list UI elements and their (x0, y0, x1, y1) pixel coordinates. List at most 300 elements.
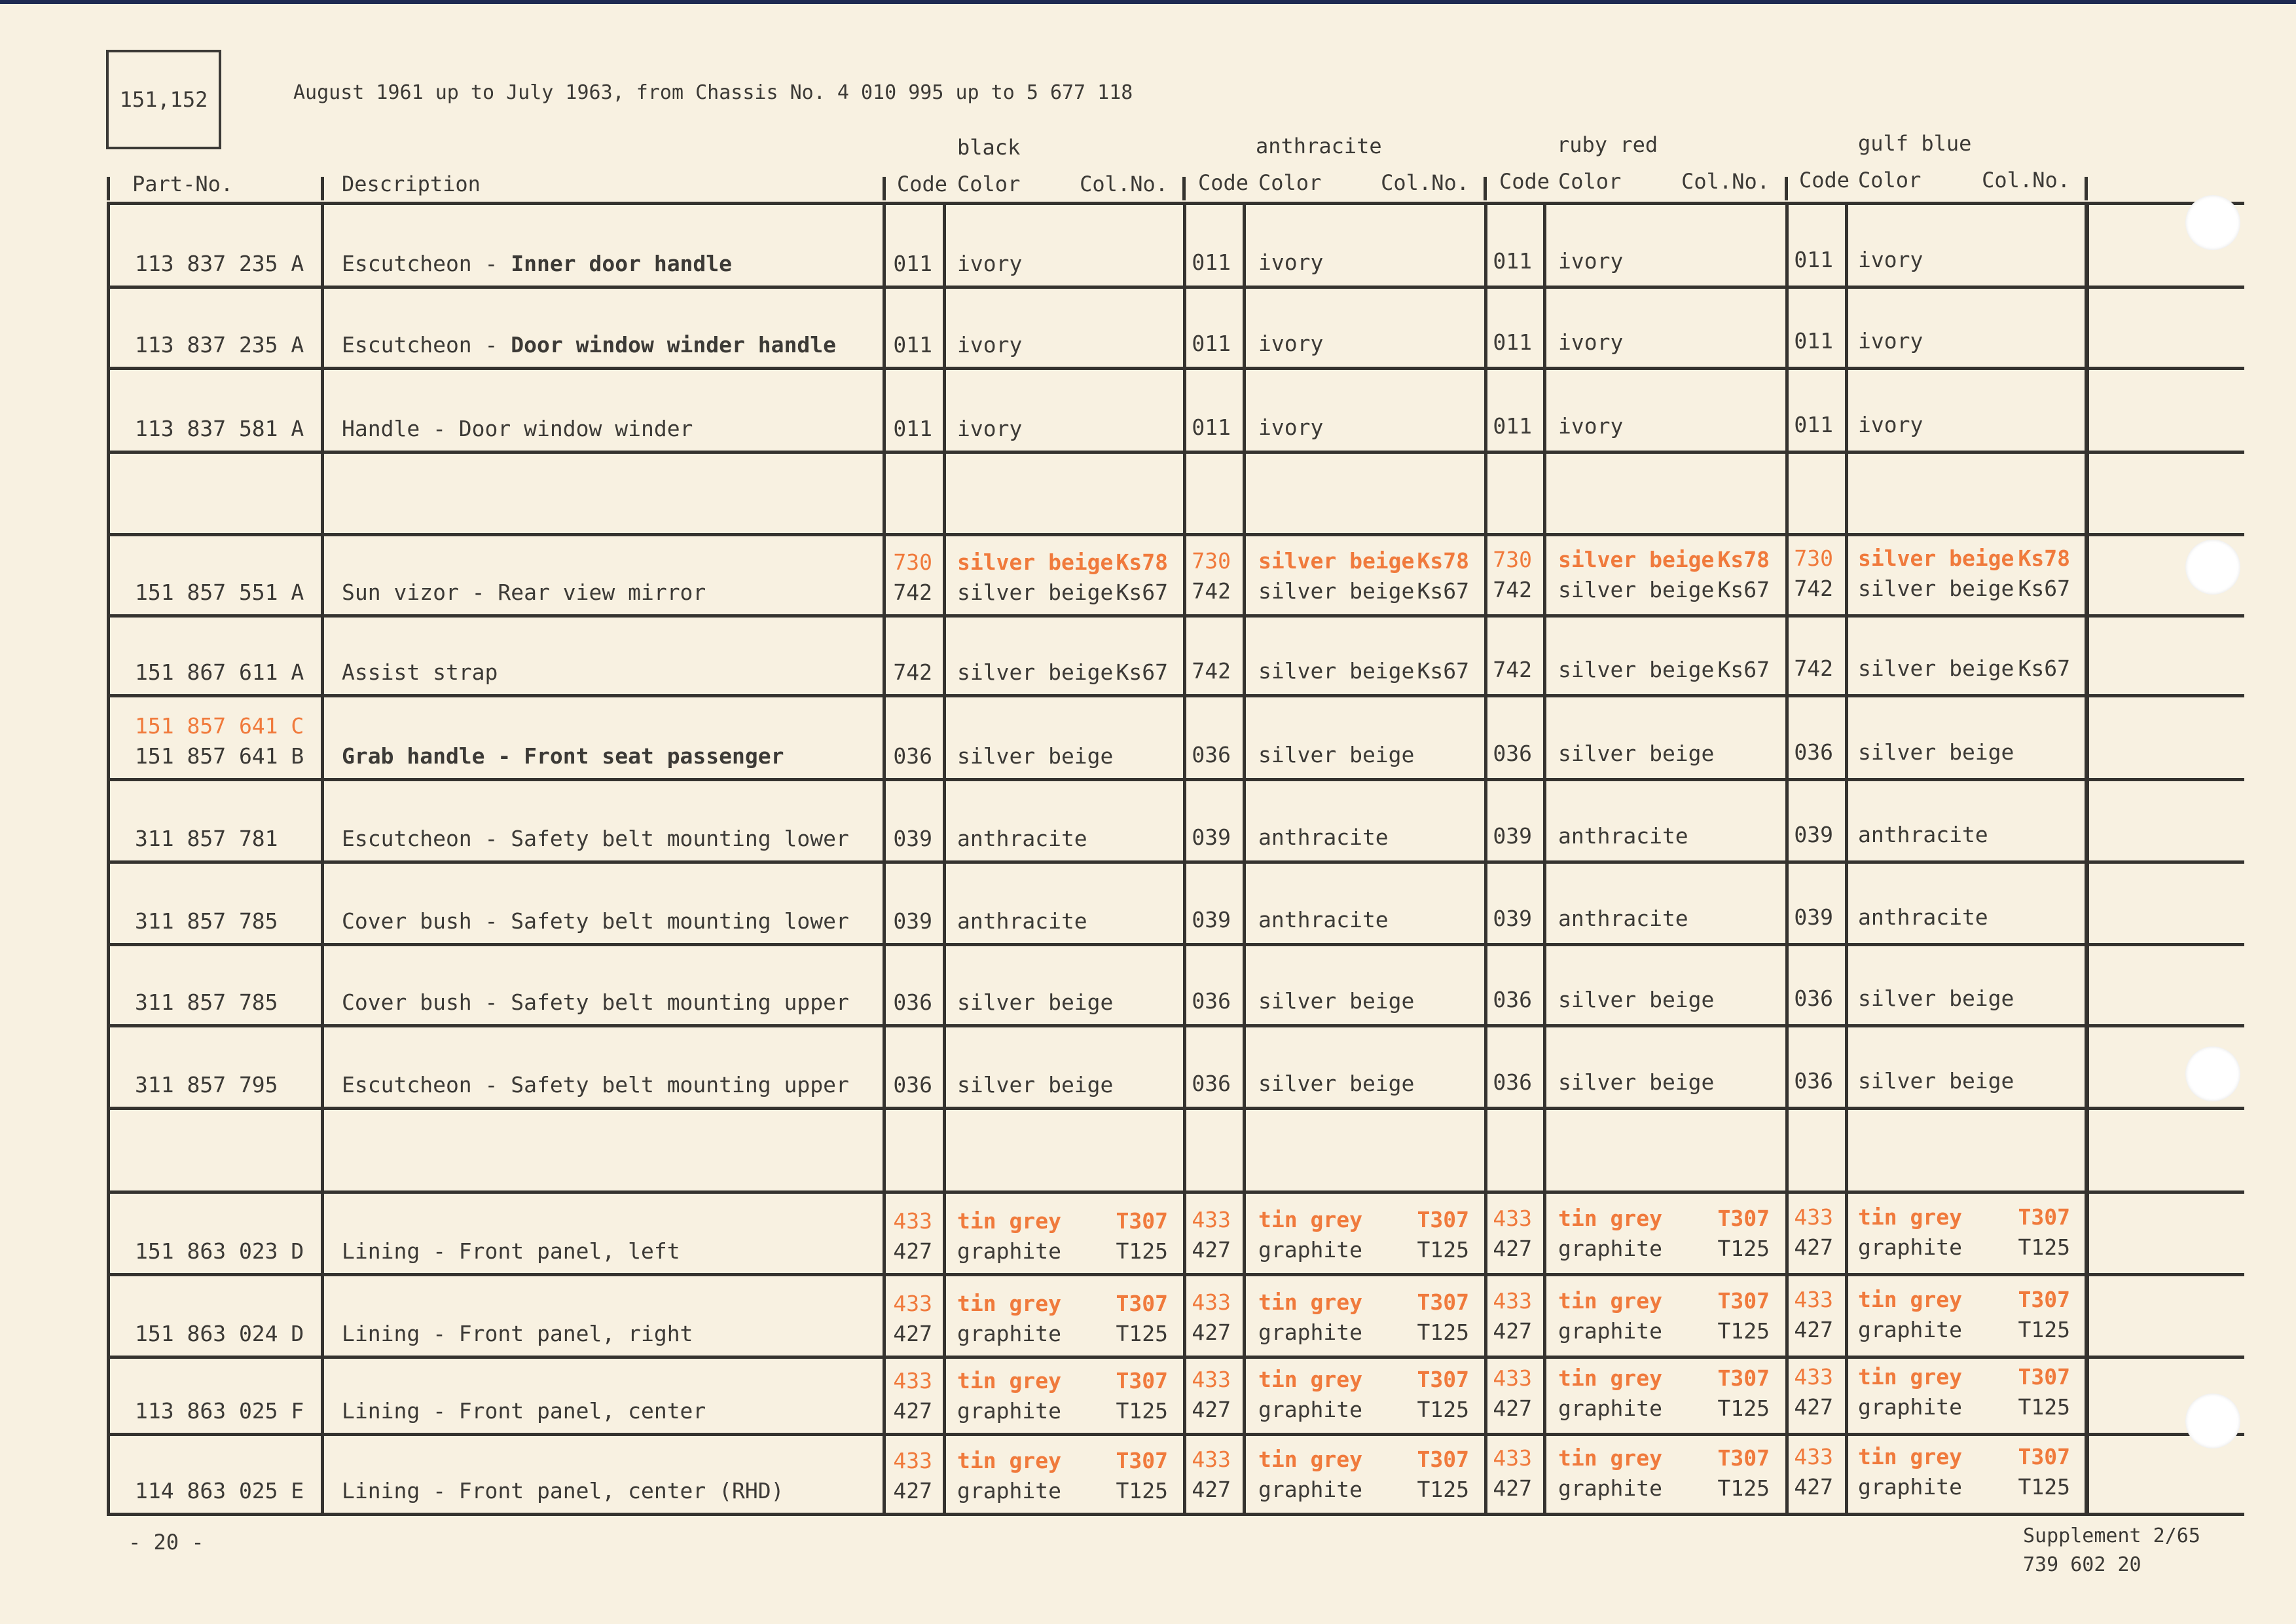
row-divider-extension (2086, 286, 2243, 288)
color-code: 011 (1493, 329, 1532, 355)
color-code: 036 (1493, 1069, 1532, 1095)
color-code: 433 (1794, 1364, 1833, 1390)
header-color: Color (1858, 168, 1922, 193)
row-divider-extension (2086, 1356, 2243, 1358)
part-description (342, 1070, 849, 1100)
header-col-no: Col.No. (1681, 169, 1770, 194)
color-group-name: black (957, 135, 1021, 160)
color-name: silver beige (1558, 547, 1715, 572)
color-group-name: gulf blue (1858, 131, 1972, 156)
column-divider (1243, 203, 1246, 1514)
color-number: T125 (1717, 1236, 1770, 1261)
color-name: silver beige (1558, 1069, 1715, 1095)
production-period: August 1961 up to July 1963, from Chassis No. 4 010 995 up to 5 677 118 (293, 81, 1133, 104)
color-name: silver beige (957, 1072, 1114, 1098)
color-number: T125 (1116, 1321, 1168, 1346)
color-name: silver beige (1258, 548, 1415, 574)
color-name: graphite (957, 1238, 1061, 1264)
color-code: 742 (893, 659, 932, 685)
color-name: tin grey (1558, 1206, 1662, 1231)
binder-hole (2185, 195, 2240, 250)
row-divider (107, 367, 2244, 370)
color-number: Ks78 (1417, 548, 1469, 574)
color-code: 427 (1493, 1318, 1532, 1344)
part-description (342, 1319, 693, 1349)
color-name: graphite (1258, 1237, 1362, 1263)
binder-hole (2185, 540, 2240, 595)
color-code: 036 (1493, 987, 1532, 1012)
color-name: graphite (1558, 1395, 1662, 1421)
row-divider-extension (2086, 1190, 2243, 1193)
color-code: 427 (1493, 1475, 1532, 1501)
row-divider-extension (2086, 1513, 2243, 1515)
color-code: 742 (893, 580, 932, 605)
color-code: 730 (1794, 545, 1833, 571)
color-code: 036 (893, 989, 932, 1015)
color-name: silver beige (1558, 987, 1715, 1012)
part-number: 151 857 641 B (135, 743, 304, 769)
color-name: anthracite (1858, 904, 1988, 930)
column-divider (943, 203, 946, 1514)
color-code: 730 (1192, 548, 1231, 574)
color-code: 011 (1794, 328, 1833, 354)
color-code: 036 (1794, 739, 1833, 765)
color-code: 011 (1192, 415, 1231, 440)
color-name: ivory (1858, 328, 1923, 354)
part-number: 113 837 581 A (135, 416, 304, 441)
color-name: silver beige (1858, 1068, 2014, 1094)
color-code: 433 (1192, 1289, 1231, 1315)
color-name: graphite (1558, 1318, 1662, 1344)
header-col-no: Col.No. (1982, 168, 2070, 193)
color-number: Ks67 (1717, 657, 1770, 682)
color-name: graphite (1858, 1234, 1962, 1260)
color-number: T125 (2018, 1234, 2070, 1260)
color-name: tin grey (957, 1208, 1061, 1234)
color-number: T307 (2018, 1204, 2070, 1230)
description-emphasis: Inner door handle (511, 251, 733, 276)
description-text: Escutcheon - (342, 332, 511, 358)
row-divider-extension (2086, 451, 2243, 453)
color-number: T125 (1417, 1477, 1469, 1502)
header-col-no: Col.No. (1080, 172, 1168, 196)
color-name: ivory (1258, 249, 1324, 275)
color-code: 039 (1493, 906, 1532, 931)
color-name: silver beige (957, 580, 1114, 605)
color-code: 742 (1794, 576, 1833, 601)
color-number: T125 (1717, 1395, 1770, 1421)
color-name: tin grey (1558, 1445, 1662, 1471)
header-code: Code (1799, 168, 1850, 193)
description-text: Cover bush - Safety belt mounting lower (342, 908, 849, 934)
part-description (342, 741, 784, 771)
description-emphasis: Grab handle - Front seat passenger (342, 743, 784, 769)
row-divider-extension (2086, 694, 2243, 697)
part-number: 114 863 025 E (135, 1478, 304, 1504)
color-name: tin grey (1858, 1364, 1962, 1390)
part-description (342, 1476, 784, 1506)
header-code: Code (1198, 170, 1249, 195)
color-code: 039 (1192, 824, 1231, 850)
color-code: 427 (893, 1478, 932, 1504)
color-number: T307 (1717, 1445, 1770, 1471)
row-divider-extension (2086, 860, 2243, 863)
column-divider (1845, 203, 1848, 1514)
color-name: tin grey (1258, 1447, 1362, 1472)
color-number: Ks78 (1116, 549, 1168, 575)
color-code: 036 (893, 743, 932, 769)
description-text: Lining - Front panel, left (342, 1238, 680, 1264)
color-code: 433 (1794, 1287, 1833, 1312)
part-number: 151 857 551 A (135, 580, 304, 605)
description-emphasis: Door window winder handle (511, 332, 836, 358)
color-code: 730 (1493, 547, 1532, 572)
color-name: anthracite (1858, 822, 1988, 847)
color-code: 427 (1192, 1397, 1231, 1422)
row-divider (107, 943, 2244, 946)
color-name: graphite (957, 1321, 1061, 1346)
header-col-no: Col.No. (1381, 170, 1469, 195)
row-divider (107, 1273, 2244, 1276)
color-name: tin grey (957, 1291, 1061, 1316)
color-name: silver beige (1858, 986, 2014, 1011)
description-text: Lining - Front panel, center (RHD) (342, 1478, 784, 1504)
color-name: tin grey (1858, 1287, 1962, 1312)
color-number: Ks67 (2018, 576, 2070, 601)
color-name: anthracite (1558, 823, 1688, 849)
color-code: 433 (1192, 1447, 1231, 1472)
color-number: T307 (1417, 1207, 1469, 1232)
color-name: ivory (1258, 415, 1324, 440)
color-name: ivory (1858, 412, 1923, 437)
color-code: 742 (1794, 655, 1833, 681)
color-code: 011 (1493, 248, 1532, 274)
color-name: graphite (957, 1398, 1061, 1424)
row-divider (107, 202, 2244, 205)
header-divider (883, 177, 886, 200)
color-name: tin grey (1858, 1444, 1962, 1469)
color-number: T125 (2018, 1474, 2070, 1500)
color-code: 433 (1493, 1288, 1532, 1314)
row-divider-extension (2086, 778, 2243, 781)
color-name: silver beige (1558, 741, 1715, 766)
color-name: silver beige (957, 549, 1114, 575)
color-code: 427 (893, 1238, 932, 1264)
color-name: ivory (1858, 247, 1923, 272)
color-code: 011 (1192, 249, 1231, 275)
header-divider (321, 177, 324, 200)
color-name: tin grey (957, 1368, 1061, 1393)
color-code: 039 (1794, 822, 1833, 847)
row-divider (107, 1433, 2244, 1436)
color-code: 742 (1192, 658, 1231, 684)
part-description (342, 657, 498, 688)
description-text: Assist strap (342, 659, 498, 685)
column-divider (2086, 203, 2089, 1514)
color-code: 433 (893, 1208, 932, 1234)
page-number: - 20 - (128, 1530, 204, 1555)
color-name: ivory (1558, 413, 1624, 439)
color-name: silver beige (1258, 578, 1415, 604)
color-number: T125 (1717, 1318, 1770, 1344)
row-divider (107, 860, 2244, 864)
description-text: Lining - Front panel, center (342, 1398, 706, 1424)
color-code: 427 (1794, 1317, 1833, 1342)
color-name: graphite (1858, 1394, 1962, 1420)
row-divider (107, 451, 2244, 454)
row-divider (107, 778, 2244, 781)
color-code: 742 (1493, 657, 1532, 682)
color-number: T125 (1116, 1478, 1168, 1504)
row-divider-extension (2086, 367, 2243, 369)
color-name: graphite (957, 1478, 1061, 1504)
color-name: graphite (1258, 1397, 1362, 1422)
binder-hole (2185, 1046, 2240, 1101)
color-number: Ks67 (1417, 658, 1469, 684)
header-color: Color (1558, 169, 1622, 194)
color-number: T125 (1417, 1237, 1469, 1263)
color-name: silver beige (1258, 658, 1415, 684)
color-number: Ks67 (1116, 580, 1168, 605)
part-number: 113 863 025 F (135, 1398, 304, 1424)
color-code: 039 (893, 826, 932, 851)
color-name: anthracite (957, 908, 1087, 934)
color-name: ivory (1558, 248, 1624, 274)
document-number: 739 602 20 (2023, 1553, 2141, 1576)
binder-hole (2185, 1393, 2240, 1449)
color-group-name: ruby red (1557, 132, 1658, 157)
part-number: 151 857 641 C (135, 713, 304, 739)
color-name: ivory (1558, 329, 1624, 355)
part-description (342, 906, 849, 936)
row-divider (107, 1107, 2244, 1110)
part-description (342, 414, 693, 444)
color-code: 011 (1794, 412, 1833, 437)
color-code: 036 (1192, 1071, 1231, 1096)
description-text: Sun vizor - Rear view mirror (342, 580, 706, 605)
part-number: 311 857 785 (135, 908, 278, 934)
color-code: 036 (1192, 988, 1231, 1014)
color-code: 433 (1192, 1367, 1231, 1392)
part-number: 151 863 023 D (135, 1238, 304, 1264)
color-name: silver beige (1858, 739, 2014, 765)
color-name: graphite (1858, 1317, 1962, 1342)
color-code: 433 (1794, 1204, 1833, 1230)
color-name: silver beige (1258, 1071, 1415, 1096)
color-number: T307 (1417, 1289, 1469, 1315)
part-description (342, 987, 849, 1018)
color-code: 433 (1192, 1207, 1231, 1232)
color-number: Ks67 (1717, 577, 1770, 602)
column-divider (321, 203, 324, 1514)
color-number: T307 (2018, 1364, 2070, 1390)
color-code: 433 (893, 1368, 932, 1393)
color-name: tin grey (1558, 1365, 1662, 1391)
part-number: 311 857 781 (135, 826, 278, 851)
color-code: 427 (1794, 1234, 1833, 1260)
color-code: 427 (1493, 1236, 1532, 1261)
description-text: Escutcheon - (342, 251, 511, 276)
color-name: graphite (1558, 1236, 1662, 1261)
color-number: T125 (1116, 1398, 1168, 1424)
color-code: 427 (1192, 1477, 1231, 1502)
row-divider (107, 1513, 2244, 1516)
color-name: ivory (1258, 331, 1324, 356)
color-number: Ks67 (1417, 578, 1469, 604)
color-number: T307 (1717, 1206, 1770, 1231)
color-name: silver beige (1258, 742, 1415, 767)
part-description (342, 330, 836, 360)
color-number: T307 (1116, 1291, 1168, 1316)
description-text: Lining - Front panel, right (342, 1321, 693, 1346)
header-color: Color (957, 172, 1021, 196)
header-divider (1785, 177, 1788, 200)
color-code: 011 (893, 332, 932, 358)
color-name: ivory (957, 332, 1023, 358)
header-divider (1182, 177, 1186, 200)
header-divider (1484, 177, 1487, 200)
color-code: 036 (893, 1072, 932, 1098)
color-code: 039 (893, 908, 932, 934)
color-name: silver beige (957, 659, 1114, 685)
row-divider (107, 533, 2244, 536)
part-number: 151 863 024 D (135, 1321, 304, 1346)
row-divider (107, 286, 2244, 289)
color-code: 011 (1192, 331, 1231, 356)
color-code: 036 (1192, 742, 1231, 767)
color-code: 039 (1794, 904, 1833, 930)
color-code: 011 (893, 416, 932, 441)
color-number: T307 (1116, 1368, 1168, 1393)
color-code: 427 (1794, 1394, 1833, 1420)
color-name: silver beige (1558, 657, 1715, 682)
scan-top-edge (0, 0, 2296, 4)
color-name: tin grey (1258, 1207, 1362, 1232)
color-name: graphite (1558, 1475, 1662, 1501)
row-divider-extension (2086, 1024, 2243, 1027)
color-number: Ks67 (2018, 655, 2070, 681)
color-name: silver beige (1558, 577, 1715, 602)
part-description (342, 578, 706, 608)
color-name: silver beige (1258, 988, 1415, 1014)
color-number: T307 (1417, 1367, 1469, 1392)
color-name: graphite (1858, 1474, 1962, 1500)
color-name: graphite (1258, 1320, 1362, 1345)
color-name: anthracite (957, 826, 1087, 851)
color-number: T307 (2018, 1287, 2070, 1312)
part-description (342, 824, 849, 854)
row-divider-extension (2086, 614, 2243, 617)
color-code: 433 (1493, 1365, 1532, 1391)
color-name: silver beige (957, 743, 1114, 769)
color-number: T125 (1116, 1238, 1168, 1264)
color-code: 427 (893, 1321, 932, 1346)
part-description (342, 1236, 680, 1266)
color-group-name: anthracite (1256, 134, 1382, 158)
color-name: silver beige (1858, 576, 2014, 601)
color-number: T125 (1417, 1320, 1469, 1345)
color-name: silver beige (1858, 545, 2014, 571)
description-text: Handle - Door window winder (342, 416, 693, 441)
color-name: tin grey (957, 1448, 1061, 1473)
row-divider-extension (2086, 1273, 2243, 1276)
color-name: tin grey (1258, 1289, 1362, 1315)
color-name: tin grey (1858, 1204, 1962, 1230)
part-number: 113 837 235 A (135, 332, 304, 358)
row-divider (107, 1356, 2244, 1359)
color-code: 036 (1493, 741, 1532, 766)
supplement-info (2023, 1522, 2200, 1579)
color-number: T307 (1417, 1447, 1469, 1472)
color-code: 433 (893, 1448, 932, 1473)
color-code: 742 (1192, 578, 1231, 604)
color-number: T125 (1417, 1397, 1469, 1422)
color-name: tin grey (1558, 1288, 1662, 1314)
color-name: ivory (957, 251, 1023, 276)
header-code: Code (1499, 169, 1550, 194)
part-number: 113 837 235 A (135, 251, 304, 276)
row-divider (107, 614, 2244, 618)
color-name: silver beige (1858, 655, 2014, 681)
color-code: 427 (1192, 1237, 1231, 1263)
supplement-label: Supplement 2/65 (2023, 1524, 2200, 1547)
row-divider (107, 1190, 2244, 1194)
color-code: 427 (1192, 1320, 1231, 1345)
color-number: T125 (1717, 1475, 1770, 1501)
color-code: 011 (1794, 247, 1833, 272)
model-number-box: 151,152 (106, 50, 221, 149)
color-name: graphite (1258, 1477, 1362, 1502)
column-divider (107, 203, 110, 1514)
color-number: T307 (2018, 1444, 2070, 1469)
color-code: 742 (1493, 577, 1532, 602)
color-name: anthracite (1558, 906, 1688, 931)
color-number: T125 (2018, 1394, 2070, 1420)
description-text: Escutcheon - Safety belt mounting upper (342, 1072, 849, 1098)
color-number: T307 (1116, 1448, 1168, 1473)
color-code: 433 (1493, 1445, 1532, 1471)
color-name: anthracite (1258, 824, 1389, 850)
row-divider-extension (2086, 943, 2243, 946)
row-divider-extension (2086, 1107, 2243, 1109)
color-code: 036 (1794, 986, 1833, 1011)
color-code: 427 (1794, 1474, 1833, 1500)
color-number: T125 (2018, 1317, 2070, 1342)
color-code: 433 (1493, 1206, 1532, 1231)
color-code: 433 (1794, 1444, 1833, 1469)
color-code: 011 (1493, 413, 1532, 439)
header-divider (107, 177, 110, 200)
header-part-no: Part-No. (132, 172, 234, 196)
header-divider (2085, 177, 2088, 200)
part-description (342, 249, 732, 279)
color-code: 036 (1794, 1068, 1833, 1094)
color-code: 011 (893, 251, 932, 276)
color-number: T307 (1116, 1208, 1168, 1234)
color-code: 730 (893, 549, 932, 575)
row-divider-extension (2086, 533, 2243, 536)
color-code: 039 (1493, 823, 1532, 849)
color-number: Ks78 (2018, 545, 2070, 571)
color-number: Ks67 (1116, 659, 1168, 685)
part-description (342, 1396, 706, 1426)
color-name: anthracite (1258, 907, 1389, 932)
color-code: 039 (1192, 907, 1231, 932)
color-code: 427 (893, 1398, 932, 1424)
header-code: Code (897, 172, 948, 196)
color-name: tin grey (1258, 1367, 1362, 1392)
description-text: Escutcheon - Safety belt mounting lower (342, 826, 849, 851)
